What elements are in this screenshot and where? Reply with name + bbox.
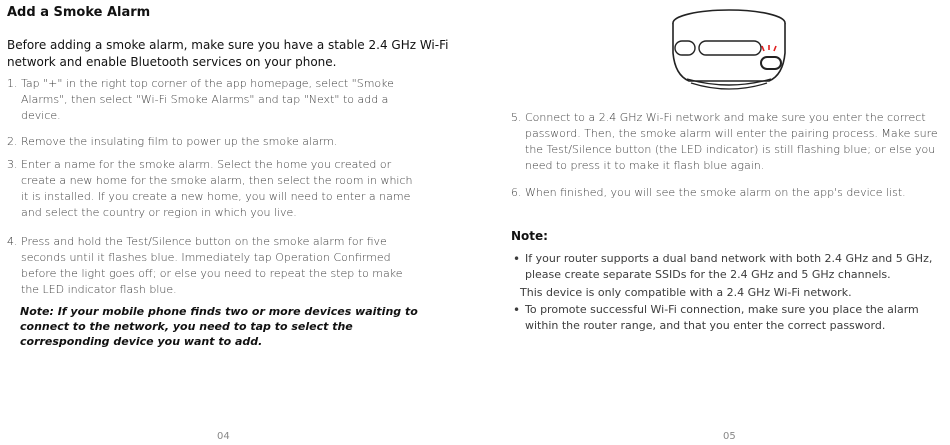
bullet-text: To promote successful Wi-Fi connection, make sure you place the alarm within the router range, and that you enter the correct password. [525, 303, 919, 332]
page-number-right: 05 [723, 431, 736, 442]
step-number: 4. [7, 235, 18, 248]
step-2 [7, 134, 417, 150]
compat-line: This device is only compatible with a 2.4 GHz Wi-Fi network. [520, 286, 852, 299]
page-number-left: 04 [217, 431, 230, 442]
bullet-text: If your router supports a dual band network with both 2.4 GHz and 5 GHz, please create separate SSIDs for the 2.4 GHz and 5 GHz channels. [525, 252, 933, 281]
step-3 [7, 157, 422, 221]
step-4 [7, 234, 422, 298]
step-text: Press and hold the Test/Silence button on the smoke alarm for five seconds until it flashes blue. Immediately tap Operation Confirmed before the light goes off; or else you need to repeat the step to make the LED indicator flash blue. [21, 235, 403, 296]
page-heading: Add a Smoke Alarm [7, 5, 151, 20]
intro-paragraph: Before adding a smoke alarm, make sure you have a stable 2.4 GHz Wi-Fi network and enable Bluetooth services on your phone. [7, 38, 449, 69]
step-number: 3. [7, 158, 18, 171]
step-6 [511, 185, 946, 201]
step-text: Tap "+" in the right top corner of the app homepage, select "Smoke Alarms", then select "Wi-Fi Smoke Alarms" and tap "Next" to add a device. [21, 77, 394, 122]
note-title: Note: [511, 229, 548, 243]
step-number: 5. [511, 111, 522, 124]
step-text: Remove the insulating film to power up the smoke alarm. [21, 135, 338, 148]
step-number: 1. [7, 77, 18, 90]
step-number: 2. [7, 135, 18, 148]
step-1 [7, 76, 417, 124]
note-bullet [513, 251, 943, 283]
step-text: When finished, you will see the smoke alarm on the app's device list. [525, 186, 906, 199]
step-number: 6. [511, 186, 522, 199]
note-bullet [513, 302, 943, 334]
right-page [475, 0, 950, 445]
smoke-alarm-illustration [665, 5, 795, 101]
step-text: Connect to a 2.4 GHz Wi-Fi network and make sure you enter the correct password. Then, the smoke alarm will enter the pairing process. Make sure the Test/Silence button (the LED indicator) is still flashing blue; or else you need to press it to make it flash blue again. [525, 111, 938, 172]
bullet-icon: • [513, 303, 521, 317]
bullet-icon: • [513, 252, 521, 266]
italic-note: Note: If your mobile phone finds two or more devices waiting to connect to the network, you need to tap to select the corresponding device you want to add. [20, 305, 418, 348]
step-text: Enter a name for the smoke alarm. Select the home you created or create a new home for the smoke alarm, then select the room in which it is installed. If you create a new home, you will need to enter a name and select the country or region in which you live. [21, 158, 413, 219]
step-5 [511, 110, 946, 174]
